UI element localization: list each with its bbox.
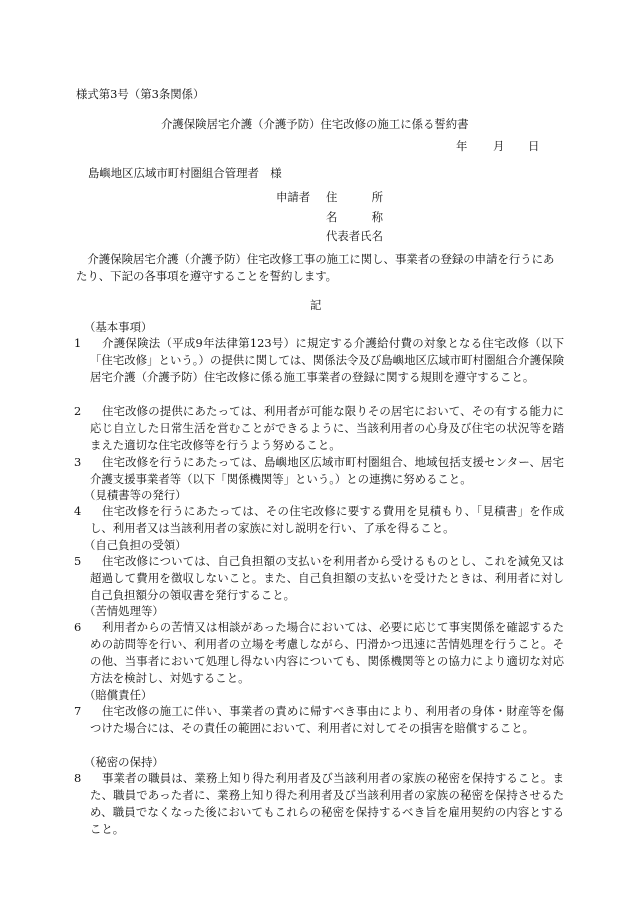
item-text: 利用者からの苦情又は相談があった場合においては、必要に応じて事実関係を確認するための訪問等を行い、利用者の立場を考慮しながら、円滑かつ迅速に苦情処理を行うこと。その他、当事者において処理し得ない内容についても、関係機関等との協力により適切な対応方法を検討し、対処すること。 bbox=[90, 620, 564, 685]
address-label: 住 所 bbox=[326, 190, 383, 204]
list-item bbox=[74, 335, 564, 386]
item-number: 7 bbox=[74, 704, 82, 718]
list-item bbox=[74, 454, 564, 488]
item-number: 2 bbox=[74, 404, 82, 418]
item-text: 住宅改修の施工に伴い、事業者の責めに帰すべき事由により、利用者の身体・財産等を傷つけた場合には、その責任の範囲において、利用者に対してその損害を賠償すること。 bbox=[90, 704, 564, 735]
item-number: 5 bbox=[74, 554, 82, 568]
document-title: 介護保険居宅介護（介護予防）住宅改修の施工に係る誓約書 bbox=[161, 117, 469, 131]
section-heading-liability: （賠償責任） bbox=[84, 688, 153, 702]
section-heading-estimate: （見積書等の発行） bbox=[84, 488, 187, 502]
item-number: 3 bbox=[74, 455, 82, 469]
representative-label: 代表者氏名 bbox=[326, 229, 383, 243]
section-heading-complaints: （苦情処理等） bbox=[84, 604, 164, 618]
item-text: 介護保険法（平成9年法律第123号）に規定する介護給付費の対象となる住宅改修（以下「住宅改修」という。）の提供に関しては、関係法令及び島嶼地区広域市町村圏組合介護保険居宅介護（介護予防）住宅改修に係る施工事業者の登録に関する規則を遵守すること。 bbox=[90, 336, 564, 384]
item-number: 1 bbox=[74, 336, 82, 350]
addressee: 島嶼地区広域市町村圏組合管理者 様 bbox=[88, 166, 282, 180]
date-day: 日 bbox=[528, 139, 540, 153]
item-number: 6 bbox=[74, 620, 82, 634]
list-item bbox=[74, 703, 564, 737]
item-number: 8 bbox=[74, 771, 82, 785]
section-heading-basic: （基本事項） bbox=[84, 320, 153, 334]
item-text: 事業者の職員は、業務上知り得た利用者及び当該利用者の家族の秘密を保持すること。また、職員であった者に、業務上知り得た利用者及び当該利用者の家族の秘密を保持させるため、職員でなくなった後においてもこれらの秘密を保持するべき旨を雇用契約の内容とすること。 bbox=[90, 771, 564, 836]
section-heading-confidentiality: （秘密の保持） bbox=[84, 755, 164, 769]
date-year: 年 bbox=[456, 139, 468, 153]
list-item bbox=[74, 770, 564, 838]
item-text: 住宅改修を行うにあたっては、島嶼地区広域市町村圏組合、地域包括支援センター、居宅介護支援事業者等（以下「関係機関等」という。）との連携に努めること。 bbox=[90, 455, 564, 486]
list-item bbox=[74, 503, 564, 537]
item-text: 住宅改修を行うにあたっては、その住宅改修に要する費用を見積もり、「見積書」を作成し、利用者又は当該利用者の家族に対し説明を行い、了承を得ること。 bbox=[90, 504, 564, 535]
item-text: 住宅改修については、自己負担額の支払いを利用者から受けるものとし、これを減免又は超過して費用を徴収しないこと。また、自己負担額の支払いを受けたときは、利用者に対し自己負担額分の領収書を発行すること。 bbox=[90, 554, 564, 602]
item-number: 4 bbox=[74, 504, 82, 518]
applicant-label: 申請者 bbox=[276, 190, 311, 204]
ki-heading: 記 bbox=[310, 298, 322, 312]
item-text: 住宅改修の提供にあたっては、利用者が可能な限りその居宅において、その有する能力に応じ自立した日常生活を営むことができるように、当該利用者の心身及び住宅の状況等を踏まえた適切な住宅改修等を行うよう努めること。 bbox=[90, 404, 564, 452]
section-heading-copay: （自己負担の受領） bbox=[84, 538, 187, 552]
declaration-text: 介護保険居宅介護（介護予防）住宅改修工事の施工に関し、事業者の登録の申請を行うにあたり、下記の各事項を遵守することを誓約します。 bbox=[76, 252, 555, 283]
form-number: 様式第3号（第3条関係） bbox=[76, 87, 205, 101]
name-label: 名 称 bbox=[326, 210, 383, 224]
list-item bbox=[74, 403, 564, 454]
list-item bbox=[74, 619, 564, 687]
date-month: 月 bbox=[493, 139, 505, 153]
list-item bbox=[74, 553, 564, 604]
